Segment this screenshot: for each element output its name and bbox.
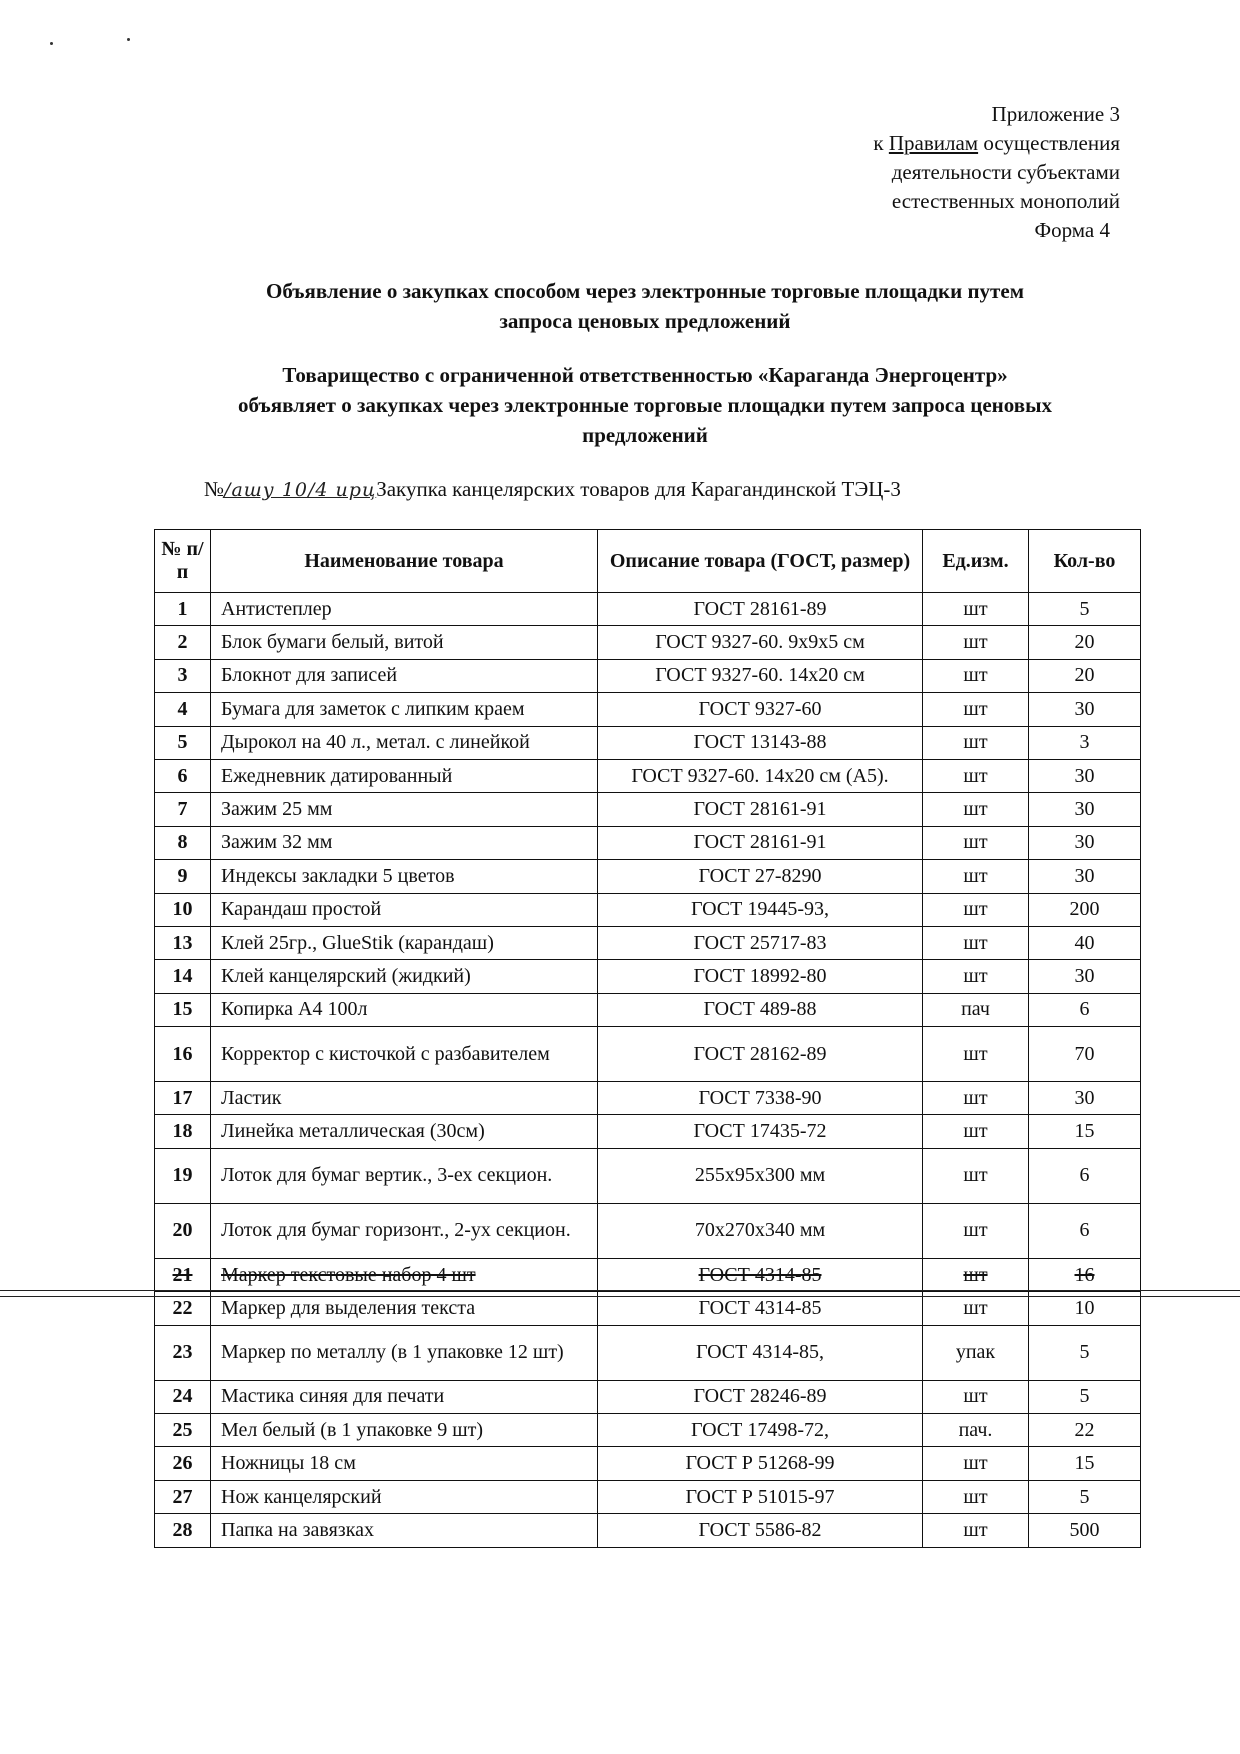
cell-qty: 5 (1029, 1380, 1141, 1413)
subtitle-line: Товарищество с ограниченной ответственностью «Караганда Энергоцентр» (282, 363, 1008, 387)
table-row (155, 659, 1141, 692)
table-row (155, 1514, 1141, 1547)
table-row (155, 1082, 1141, 1115)
appendix-line (873, 129, 1120, 158)
cell-unit: шт (923, 1514, 1029, 1547)
cell-qty: 15 (1029, 1115, 1141, 1148)
cell-qty: 20 (1029, 659, 1141, 692)
cell-num: 22 (155, 1292, 211, 1325)
table-row (155, 1380, 1141, 1413)
table-header-row (155, 530, 1141, 593)
cell-desc: ГОСТ 4314-85 (598, 1258, 923, 1291)
cell-qty: 6 (1029, 1148, 1141, 1203)
scan-speck (127, 38, 130, 41)
cell-qty: 30 (1029, 960, 1141, 993)
table-row (155, 1447, 1141, 1480)
cell-unit: пач (923, 993, 1029, 1026)
cell-name: Ластик (211, 1082, 598, 1115)
cell-unit: шт (923, 1447, 1029, 1480)
cell-name: Зажим 32 мм (211, 826, 598, 859)
cell-num: 15 (155, 993, 211, 1026)
cell-desc: ГОСТ 9327-60. 9х9х5 см (598, 626, 923, 659)
table-row (155, 1480, 1141, 1513)
cell-num: 21 (155, 1258, 211, 1291)
appendix-suffix: осуществления (978, 131, 1120, 155)
cell-unit: шт (923, 826, 1029, 859)
cell-num: 19 (155, 1148, 211, 1203)
cell-name: Карандаш простой (211, 893, 598, 926)
cell-unit: пач. (923, 1414, 1029, 1447)
cell-desc: 255х95х300 мм (598, 1148, 923, 1203)
cell-name: Линейка металлическая (30см) (211, 1115, 598, 1148)
cell-unit: шт (923, 1148, 1029, 1203)
cell-num: 3 (155, 659, 211, 692)
scan-speck (50, 42, 53, 45)
cell-num: 8 (155, 826, 211, 859)
cell-name: Ножницы 18 см (211, 1447, 598, 1480)
cell-unit: шт (923, 860, 1029, 893)
cell-unit: шт (923, 1027, 1029, 1082)
cell-num: 20 (155, 1203, 211, 1258)
cell-name: Нож канцелярский (211, 1480, 598, 1513)
cell-qty: 30 (1029, 1082, 1141, 1115)
cell-desc: ГОСТ 19445-93, (598, 893, 923, 926)
table-row (155, 693, 1141, 726)
subtitle-line: объявляет о закупках через электронные торговые площадки путем запроса ценовых (238, 393, 1052, 417)
cell-qty: 15 (1029, 1447, 1141, 1480)
cell-num: 4 (155, 693, 211, 726)
cell-unit: упак (923, 1325, 1029, 1380)
title-line: Объявление о закупках способом через электронные торговые площадки путем (266, 279, 1024, 303)
cell-desc: ГОСТ 28161-89 (598, 593, 923, 626)
cell-name: Мел белый (в 1 упаковке 9 шт) (211, 1414, 598, 1447)
cell-desc: ГОСТ Р 51268-99 (598, 1447, 923, 1480)
appendix-prefix: к (873, 131, 889, 155)
cell-unit: шт (923, 659, 1029, 692)
cell-num: 23 (155, 1325, 211, 1380)
table-row (155, 1258, 1141, 1291)
table-row (155, 1115, 1141, 1148)
appendix-note (873, 100, 1120, 245)
cell-desc: ГОСТ 9327-60. 14х20 см (А5). (598, 759, 923, 792)
cell-unit: шт (923, 1258, 1029, 1291)
cell-desc: ГОСТ 4314-85, (598, 1325, 923, 1380)
cell-unit: шт (923, 1480, 1029, 1513)
form-number: Форма 4 (1034, 218, 1110, 242)
cell-desc: ГОСТ 489-88 (598, 993, 923, 1026)
table-row (155, 1148, 1141, 1203)
number-sign: № (204, 477, 225, 501)
cell-num: 7 (155, 793, 211, 826)
cell-name: Папка на завязках (211, 1514, 598, 1547)
cell-unit: шт (923, 593, 1029, 626)
header-desc: Описание товара (ГОСТ, размер) (598, 530, 923, 593)
cell-desc: ГОСТ 17498-72, (598, 1414, 923, 1447)
table-row (155, 993, 1141, 1026)
table-row (155, 593, 1141, 626)
cell-unit: шт (923, 1380, 1029, 1413)
cell-qty: 10 (1029, 1292, 1141, 1325)
cell-desc: 70х270х340 мм (598, 1203, 923, 1258)
cell-desc: ГОСТ 28162-89 (598, 1027, 923, 1082)
cell-num: 25 (155, 1414, 211, 1447)
cell-name: Лоток для бумаг вертик., 3-ех секцион. (211, 1148, 598, 1203)
cell-desc: ГОСТ 9327-60 (598, 693, 923, 726)
cell-name: Антистеплер (211, 593, 598, 626)
cell-num: 1 (155, 593, 211, 626)
cell-name: Ежедневник датированный (211, 759, 598, 792)
cell-unit: шт (923, 893, 1029, 926)
cell-num: 27 (155, 1480, 211, 1513)
appendix-line: естественных монополий (891, 189, 1120, 213)
cell-name: Блокнот для записей (211, 659, 598, 692)
cell-unit: шт (923, 1082, 1029, 1115)
cell-qty: 3 (1029, 726, 1141, 759)
strike-rule (0, 1290, 1240, 1291)
cell-num: 6 (155, 759, 211, 792)
cell-unit: шт (923, 926, 1029, 959)
cell-name: Маркер для выделения текста (211, 1292, 598, 1325)
cell-num: 9 (155, 860, 211, 893)
header-num: № п/п (155, 530, 211, 593)
table-row (155, 1027, 1141, 1082)
cell-qty: 20 (1029, 626, 1141, 659)
table-row (155, 1325, 1141, 1380)
cell-name: Мастика синяя для печати (211, 1380, 598, 1413)
handwritten-number: /ашу 10/4 ирц (224, 479, 377, 501)
cell-name: Индексы закладки 5 цветов (211, 860, 598, 893)
cell-num: 5 (155, 726, 211, 759)
announcement-subtitle (150, 360, 1140, 450)
cell-qty: 30 (1029, 759, 1141, 792)
cell-unit: шт (923, 626, 1029, 659)
table-row (155, 1203, 1141, 1258)
cell-qty: 6 (1029, 993, 1141, 1026)
cell-desc: ГОСТ 9327-60. 14х20 см (598, 659, 923, 692)
cell-num: 10 (155, 893, 211, 926)
cell-num: 28 (155, 1514, 211, 1547)
cell-num: 14 (155, 960, 211, 993)
cell-qty: 6 (1029, 1203, 1141, 1258)
table-row (155, 960, 1141, 993)
cell-unit: шт (923, 793, 1029, 826)
cell-name: Маркер текстовые набор 4 шт (211, 1258, 598, 1291)
cell-qty: 30 (1029, 693, 1141, 726)
cell-name: Клей канцелярский (жидкий) (211, 960, 598, 993)
cell-desc: ГОСТ 28161-91 (598, 793, 923, 826)
cell-desc: ГОСТ 5586-82 (598, 1514, 923, 1547)
announcement-number-line (204, 475, 901, 504)
cell-desc: ГОСТ 28161-91 (598, 826, 923, 859)
cell-desc: ГОСТ 4314-85 (598, 1292, 923, 1325)
table-row (155, 1414, 1141, 1447)
cell-qty: 5 (1029, 1325, 1141, 1380)
cell-desc: ГОСТ 13143-88 (598, 726, 923, 759)
cell-name: Лоток для бумаг горизонт., 2-ух секцион. (211, 1203, 598, 1258)
table-row (155, 726, 1141, 759)
rules-link[interactable]: Правилам (888, 131, 979, 155)
appendix-line: Приложение 3 (991, 102, 1120, 126)
cell-desc: ГОСТ 28246-89 (598, 1380, 923, 1413)
header-unit: Ед.изм. (923, 530, 1029, 593)
cell-name: Бумага для заметок с липким краем (211, 693, 598, 726)
cell-unit: шт (923, 726, 1029, 759)
cell-num: 24 (155, 1380, 211, 1413)
table-row (155, 893, 1141, 926)
cell-desc: ГОСТ 18992-80 (598, 960, 923, 993)
cell-name: Корректор с кисточкой с разбавителем (211, 1027, 598, 1082)
cell-num: 18 (155, 1115, 211, 1148)
cell-qty: 70 (1029, 1027, 1141, 1082)
cell-name: Блок бумаги белый, витой (211, 626, 598, 659)
cell-desc: ГОСТ 27-8290 (598, 860, 923, 893)
appendix-line: деятельности субъектами (891, 160, 1120, 184)
subtitle-line: предложений (582, 423, 708, 447)
header-name: Наименование товара (211, 530, 598, 593)
cell-unit: шт (923, 693, 1029, 726)
cell-qty: 30 (1029, 826, 1141, 859)
cell-num: 2 (155, 626, 211, 659)
cell-qty: 22 (1029, 1414, 1141, 1447)
cell-qty: 5 (1029, 593, 1141, 626)
table-body (155, 593, 1141, 1548)
cell-qty: 16 (1029, 1258, 1141, 1291)
table-row (155, 793, 1141, 826)
cell-name: Клей 25гр., GlueStik (карандаш) (211, 926, 598, 959)
cell-unit: шт (923, 1203, 1029, 1258)
purchase-subject: Закупка канцелярских товаров для Карагандинской ТЭЦ-3 (376, 477, 901, 501)
cell-desc: ГОСТ 7338-90 (598, 1082, 923, 1115)
cell-name: Копирка А4 100л (211, 993, 598, 1026)
cell-qty: 200 (1029, 893, 1141, 926)
cell-name: Зажим 25 мм (211, 793, 598, 826)
cell-unit: шт (923, 960, 1029, 993)
cell-qty: 30 (1029, 860, 1141, 893)
cell-unit: шт (923, 1115, 1029, 1148)
cell-num: 26 (155, 1447, 211, 1480)
cell-num: 13 (155, 926, 211, 959)
cell-num: 16 (155, 1027, 211, 1082)
table-row (155, 926, 1141, 959)
cell-qty: 5 (1029, 1480, 1141, 1513)
title-line: запроса ценовых предложений (499, 309, 791, 333)
header-qty: Кол-во (1029, 530, 1141, 593)
cell-desc: ГОСТ 25717-83 (598, 926, 923, 959)
cell-qty: 40 (1029, 926, 1141, 959)
cell-name: Маркер по металлу (в 1 упаковке 12 шт) (211, 1325, 598, 1380)
table-row (155, 626, 1141, 659)
cell-name: Дырокол на 40 л., метал. с линейкой (211, 726, 598, 759)
table-row (155, 860, 1141, 893)
cell-desc: ГОСТ 17435-72 (598, 1115, 923, 1148)
strike-rule (0, 1296, 1240, 1297)
cell-qty: 500 (1029, 1514, 1141, 1547)
table-row (155, 826, 1141, 859)
items-table (154, 529, 1141, 1548)
cell-unit: шт (923, 759, 1029, 792)
table-row (155, 759, 1141, 792)
cell-qty: 30 (1029, 793, 1141, 826)
announcement-title (150, 276, 1140, 336)
cell-unit: шт (923, 1292, 1029, 1325)
cell-num: 17 (155, 1082, 211, 1115)
cell-desc: ГОСТ Р 51015-97 (598, 1480, 923, 1513)
